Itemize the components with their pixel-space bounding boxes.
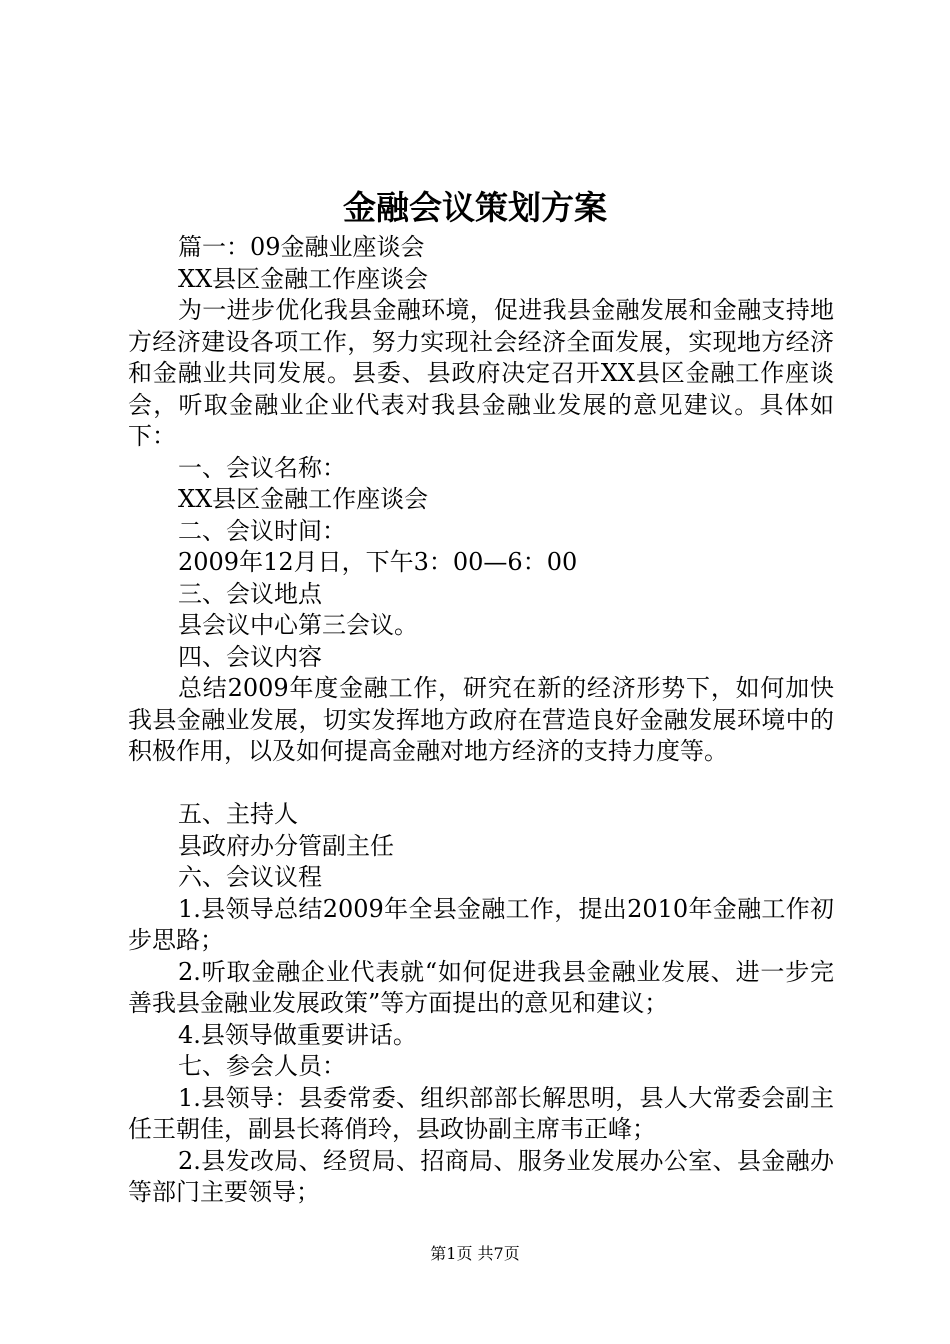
document-title: 金融会议策划方案 <box>343 188 607 227</box>
paragraph-subtitle: XX县区金融工作座谈会 <box>178 264 429 293</box>
page-footer: 第1页 共7页 <box>430 1244 520 1263</box>
section-text-host: 县政府办分管副主任 <box>178 831 394 860</box>
section-heading-content: 四、会议内容 <box>178 642 322 671</box>
paragraph-intro: 为一进步优化我县金融环境，促进我县金融发展和金融支持地方经济建设各项工作，努力实现社会经济全面发展，实现地方经济和金融业共同发展。县委、县政府决定召开XX县区金融工作座谈会，听取金融业企业代表对我县金融业发展的意见建议。具体如下： <box>128 296 834 450</box>
agenda-item-1: 1.县领导总结2009年全县金融工作，提出2010年金融工作初步思路； <box>128 894 834 954</box>
section-text-content: 总结2009年度金融工作，研究在新的经济形势下，如何加快我县金融业发展，切实发挥地方政府在营造良好金融发展环境中的积极作用，以及如何提高金融对地方经济的支持力度等。 <box>128 674 834 765</box>
section-text-name: XX县区金融工作座谈会 <box>178 485 429 513</box>
section-heading-name: 一、会议名称： <box>178 453 346 482</box>
blank-line <box>128 768 834 800</box>
paragraph-heading-1: 篇一：09金融业座谈会 <box>178 233 425 261</box>
section-text-location: 县会议中心第三会议。 <box>178 611 418 639</box>
agenda-item-4: 4.县领导做重要讲话。 <box>178 1020 417 1049</box>
section-heading-agenda: 六、会议议程 <box>178 863 322 891</box>
attendees-item-1: 1.县领导：县委常委、组织部部长解思明，县人大常委会副主任王朝佳，副县长蒋俏玲，县政协副主席韦正峰； <box>128 1083 834 1143</box>
document-body <box>128 232 834 1209</box>
agenda-item-2: 2.听取金融企业代表就“如何促进我县金融业发展、进一步完善我县金融业发展政策”等方面提出的意见和建议； <box>128 957 834 1017</box>
section-heading-location: 三、会议地点 <box>178 579 322 608</box>
section-heading-attendees: 七、参会人员： <box>178 1052 346 1080</box>
section-heading-host: 五、主持人 <box>178 800 298 828</box>
attendees-item-2: 2.县发改局、经贸局、招商局、服务业发展办公室、县金融办等部门主要领导； <box>128 1146 834 1206</box>
section-heading-time: 二、会议时间： <box>178 516 346 545</box>
section-text-time: 2009年12月日，下午3：00—6：00 <box>178 548 578 576</box>
